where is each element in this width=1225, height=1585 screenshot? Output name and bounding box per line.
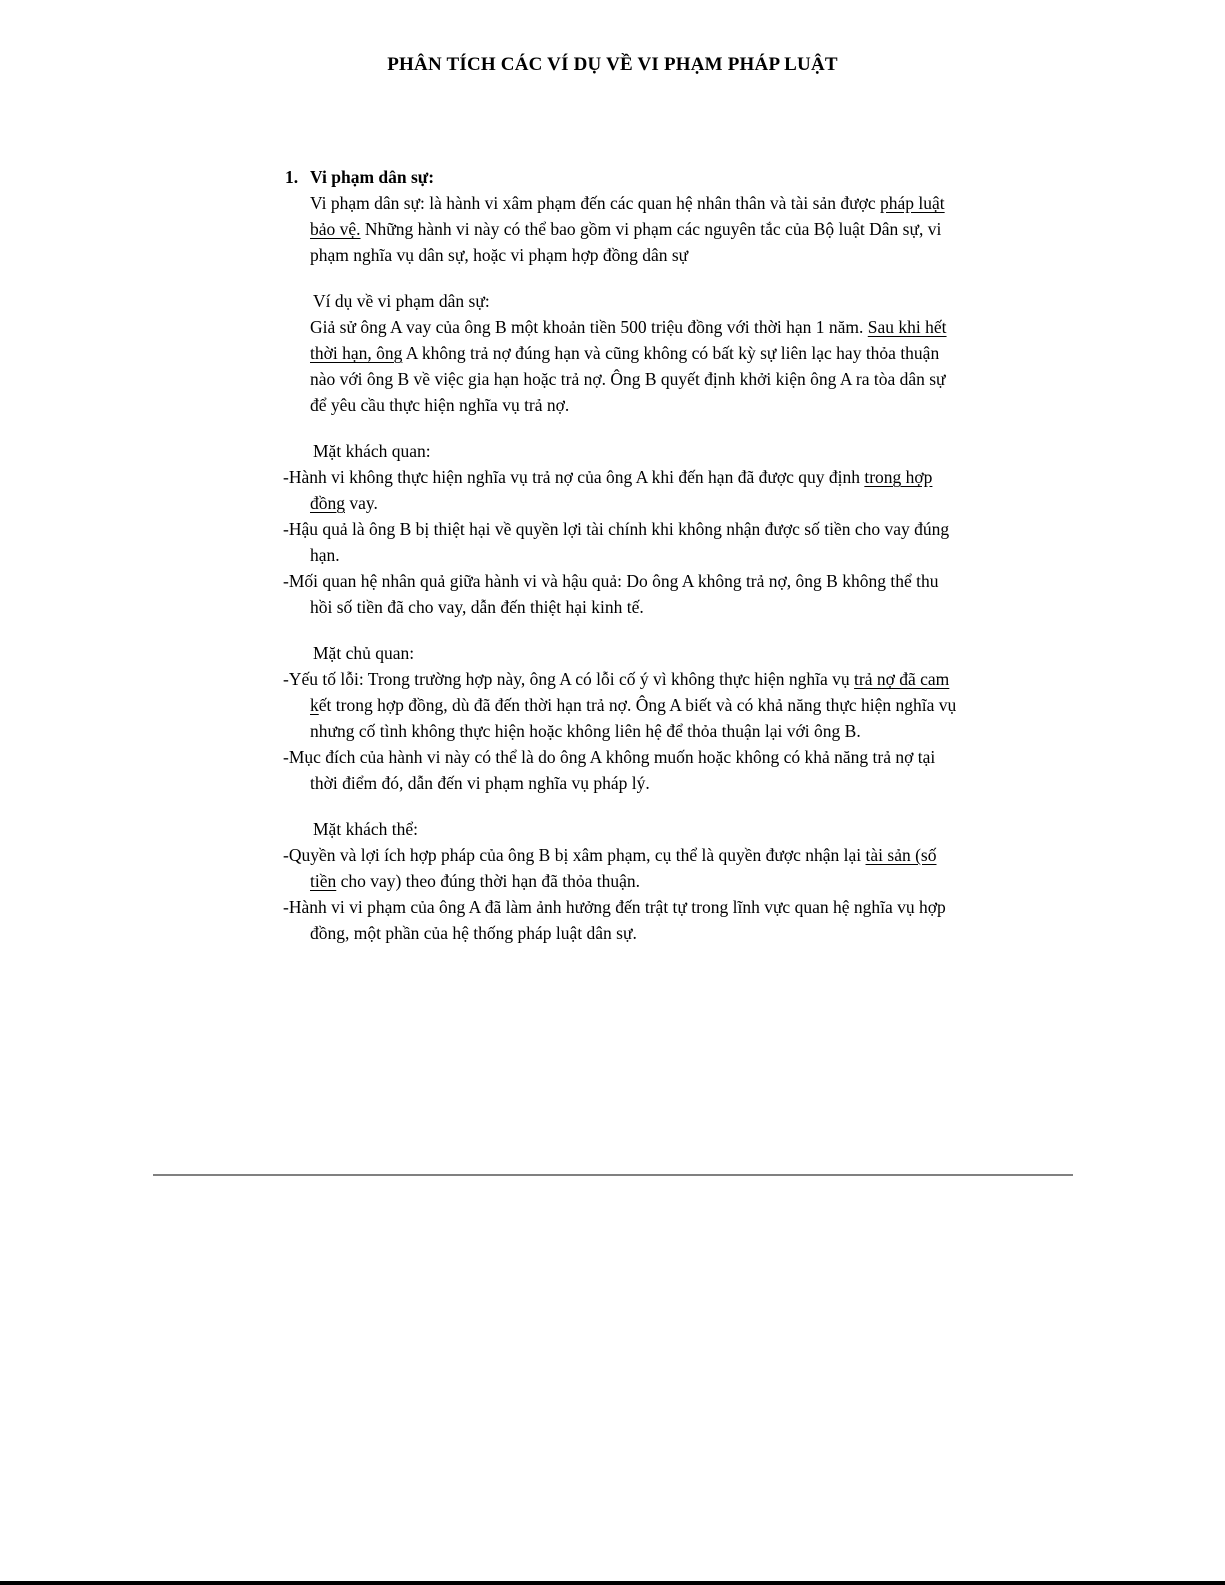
bullet-item xyxy=(283,516,965,568)
bullet-item xyxy=(283,894,965,946)
example-block xyxy=(310,288,965,418)
definition-text-pre: Vi phạm dân sự: là hành vi xâm phạm đến các quan hệ nhân thân và tài sản được xyxy=(310,193,880,213)
bullet-text-pre: -Mối quan hệ nhân quả giữa hành vi và hậu quả: Do ông A không trả nợ, ông B không thể thu hồi số tiền đã cho vay, dẫn đến thiệt hại kinh tế. xyxy=(283,571,939,617)
example-text-pre: Giả sử ông A vay của ông B một khoản tiền 500 triệu đồng với thời hạn 1 năm. xyxy=(310,317,868,337)
objective-aspect-block xyxy=(283,438,965,620)
item-heading-label: Vi phạm dân sự: xyxy=(310,167,435,187)
bullet-item xyxy=(283,744,965,796)
bullet-text-underlined: trả nợ đã cam k xyxy=(310,669,950,715)
bullet-text-pre: -Quyền và lợi ích hợp pháp của ông B bị xâm phạm, cụ thể là quyền được nhận lại xyxy=(283,845,866,865)
example-paragraph xyxy=(310,314,965,418)
example-heading: Ví dụ về vi phạm dân sự: xyxy=(313,291,490,311)
definition-paragraph xyxy=(310,190,965,268)
bullet-text-post: vay. xyxy=(345,493,378,513)
bullet-text-pre: -Yếu tố lỗi: Trong trường hợp này, ông A có lỗi cố ý vì không thực hiện nghĩa vụ xyxy=(283,669,855,689)
subjective-aspect-heading: Mặt chủ quan: xyxy=(313,643,415,663)
object-aspect-block xyxy=(283,816,965,946)
objective-aspect-heading: Mặt khách quan: xyxy=(313,441,431,461)
bullet-item xyxy=(283,568,965,620)
bullet-item xyxy=(283,842,965,894)
numbered-item-1 xyxy=(283,164,965,946)
bullet-text-underlined: trong hợp đồng xyxy=(310,467,933,513)
bullet-text-underlined: tài sản (số tiền xyxy=(310,845,937,891)
definition-text-post: Những hành vi này có thể bao gồm vi phạm các nguyên tắc của Bộ luật Dân sự, vi phạm nghĩa vụ dân sự, hoặc vi phạm hợp đồng dân sự xyxy=(310,219,942,265)
bullet-text-pre: -Hành vi không thực hiện nghĩa vụ trả nợ của ông A khi đến hạn đã được quy định xyxy=(283,467,865,487)
definition-text-underlined: pháp luật bảo vệ. xyxy=(310,193,945,239)
bullet-text-post: cho vay) theo đúng thời hạn đã thỏa thuận. xyxy=(336,871,641,891)
item-number: 1. xyxy=(285,167,299,187)
example-text-underlined: Sau khi hết thời hạn, ông xyxy=(310,317,947,363)
document-title: PHÂN TÍCH CÁC VÍ DỤ VỀ VI PHẠM PHÁP LUẬT xyxy=(387,54,838,75)
section-divider xyxy=(153,1174,1073,1176)
bullet-item xyxy=(283,464,965,516)
bullet-text-post: ết trong hợp đồng, dù đã đến thời hạn trả nợ. Ông A biết và có khả năng thực hiện nghĩa vụ nhưng cố tình không thực hiện hoặc không liên hệ để thỏa thuận lại với ông B. xyxy=(310,695,957,741)
bullet-item xyxy=(283,666,965,744)
item-heading xyxy=(285,164,965,190)
object-aspect-heading: Mặt khách thể: xyxy=(313,819,418,839)
bullet-text-pre: -Hành vi vi phạm của ông A đã làm ảnh hưởng đến trật tự trong lĩnh vực quan hệ nghĩa vụ hợp đồng, một phần của hệ thống pháp luật dân sự. xyxy=(283,897,946,943)
bullet-text-pre: -Mục đích của hành vi này có thể là do ông A không muốn hoặc không có khả năng trả nợ tại thời điểm đó, dẫn đến vi phạm nghĩa vụ pháp lý. xyxy=(283,747,936,793)
example-text-post: A không trả nợ đúng hạn và cũng không có bất kỳ sự liên lạc hay thỏa thuận nào với ông B về việc gia hạn hoặc trả nợ. Ông B quyết định khởi kiện ông A ra tòa dân sự để yêu cầu thực hiện nghĩa vụ trả nợ. xyxy=(310,343,946,415)
bullet-text-pre: -Hậu quả là ông B bị thiệt hại về quyền lợi tài chính khi không nhận được số tiền cho vay đúng hạn. xyxy=(283,519,950,565)
subjective-aspect-block xyxy=(283,640,965,796)
page-bottom-edge xyxy=(0,1581,1225,1585)
